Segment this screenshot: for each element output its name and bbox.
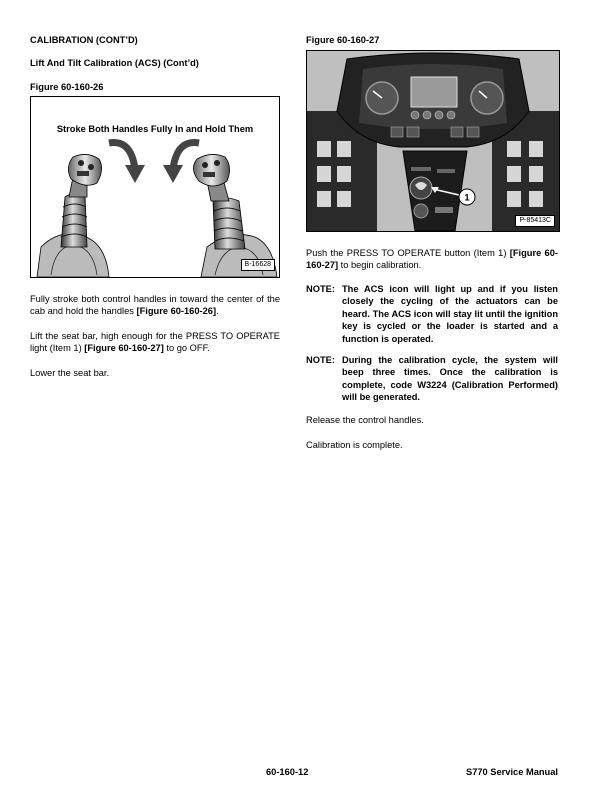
note-label: NOTE: xyxy=(306,284,335,294)
note-text: During the calibration cycle, the system will beep three times. Once the calibration is complete, code W3224 (Calibration Performed) will be generated. xyxy=(342,355,558,403)
figure-code: P-85413C xyxy=(515,215,555,227)
figure-label-26: Figure 60-160-26 xyxy=(30,82,104,92)
paragraph-lower-seat-bar: Lower the seat bar. xyxy=(30,368,110,378)
figure-60-160-27 xyxy=(306,50,560,232)
press-to-operate-button xyxy=(410,177,432,199)
curved-arrow-right-icon xyxy=(109,143,145,183)
paragraph-calibration-complete: Calibration is complete. xyxy=(306,440,403,450)
figure-ref: [Figure 60-160-26] xyxy=(136,306,217,317)
manual-title: S770 Service Manual xyxy=(466,767,558,777)
callout-number: 1 xyxy=(464,192,470,203)
figure-ref: [Figure 60-160-27] xyxy=(84,343,164,354)
paragraph-stroke-handles: Fully stroke both control handles in toward the center of the cab and hold the handles [Figure 60-160-26]. xyxy=(30,294,280,317)
subsection-title: Lift And Tilt Calibration (ACS) (Cont’d) xyxy=(30,58,199,68)
left-handle xyxy=(37,154,109,277)
instrument-panel-photo xyxy=(307,51,559,231)
figure-60-160-26 xyxy=(30,96,280,278)
note-calibration-cycle xyxy=(306,354,558,404)
section-title: CALIBRATION (CONT’D) xyxy=(30,35,138,45)
paragraph-lift-seat-bar: Lift the seat bar, high enough for the PRESS TO OPERATE light (Item 1) [Figure 60-160-27] to go OFF. xyxy=(30,331,280,354)
figure-caption: Stroke Both Handles Fully In and Hold Them xyxy=(56,124,254,134)
figure-code: B-16628 xyxy=(241,259,275,271)
note-label: NOTE: xyxy=(306,355,335,365)
joystick-handles-illustration xyxy=(31,97,279,277)
figure-ref: [Figure 60-160-27] xyxy=(306,248,558,271)
note-acs-icon xyxy=(306,283,558,345)
note-text: The ACS icon will light up and if you listen closely the cycling of the actuators can be heard. The ACS icon will stay lit until the ignition key is cycled or the loader is started and a function is operated. xyxy=(342,284,558,344)
curved-arrow-left-icon xyxy=(163,143,199,183)
paragraph-release-handles: Release the control handles. xyxy=(306,415,424,425)
page-number: 60-160-12 xyxy=(266,767,309,777)
paragraph-push-button: Push the PRESS TO OPERATE button (Item 1) [Figure 60-160-27] to begin calibration. xyxy=(306,248,558,271)
figure-label-27: Figure 60-160-27 xyxy=(306,35,380,45)
